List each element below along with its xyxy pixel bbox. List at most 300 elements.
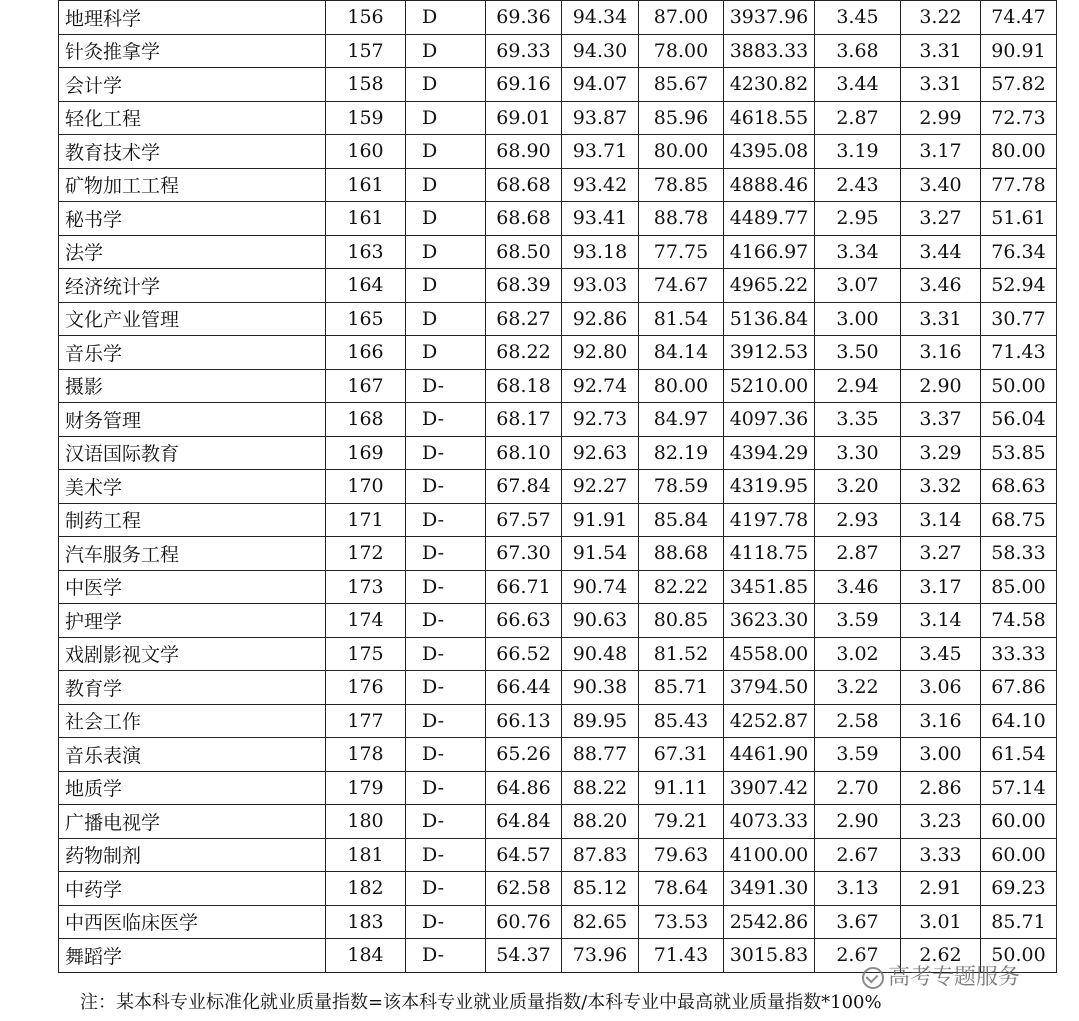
table-row [59, 470, 1057, 504]
standardized-score-cell: 88.22 [562, 771, 639, 805]
score-cell: 68.39 [486, 269, 562, 303]
score-cell: 68.90 [486, 135, 562, 169]
table-row [59, 570, 1057, 604]
salary-cell: 4489.77 [724, 202, 815, 236]
satisfaction-b-cell: 3.31 [901, 302, 981, 336]
satisfaction-a-cell: 2.67 [815, 838, 901, 872]
employment-rate-cell: 80.85 [639, 604, 724, 638]
rank-cell: 178 [326, 738, 406, 772]
standardized-score-cell: 92.74 [562, 369, 639, 403]
major-name-cell: 教育学 [59, 671, 326, 705]
grade-cell: D- [406, 872, 486, 906]
rank-cell: 174 [326, 604, 406, 638]
rank-cell: 156 [326, 1, 406, 35]
standardized-score-cell: 82.65 [562, 905, 639, 939]
major-name-cell: 舞蹈学 [59, 939, 326, 973]
employment-rate-cell: 85.43 [639, 704, 724, 738]
salary-cell: 4461.90 [724, 738, 815, 772]
employment-rate-cell: 85.96 [639, 101, 724, 135]
salary-cell: 4230.82 [724, 68, 815, 102]
match-rate-cell: 57.14 [981, 771, 1057, 805]
satisfaction-b-cell: 3.01 [901, 905, 981, 939]
match-rate-cell: 56.04 [981, 403, 1057, 437]
salary-cell: 3491.30 [724, 872, 815, 906]
salary-cell: 4166.97 [724, 235, 815, 269]
satisfaction-b-cell: 3.45 [901, 637, 981, 671]
rank-cell: 167 [326, 369, 406, 403]
standardized-score-cell: 88.20 [562, 805, 639, 839]
satisfaction-b-cell: 3.31 [901, 34, 981, 68]
grade-cell: D- [406, 503, 486, 537]
major-name-cell: 法学 [59, 235, 326, 269]
table-row [59, 34, 1057, 68]
satisfaction-b-cell: 3.46 [901, 269, 981, 303]
match-rate-cell: 77.78 [981, 168, 1057, 202]
match-rate-cell: 52.94 [981, 269, 1057, 303]
match-rate-cell: 85.71 [981, 905, 1057, 939]
match-rate-cell: 50.00 [981, 369, 1057, 403]
satisfaction-a-cell: 2.70 [815, 771, 901, 805]
score-cell: 66.63 [486, 604, 562, 638]
score-cell: 66.13 [486, 704, 562, 738]
standardized-score-cell: 90.63 [562, 604, 639, 638]
employment-rate-cell: 85.71 [639, 671, 724, 705]
standardized-score-cell: 73.96 [562, 939, 639, 973]
match-rate-cell: 67.86 [981, 671, 1057, 705]
table-row [59, 336, 1057, 370]
table-row [59, 771, 1057, 805]
employment-rate-cell: 79.21 [639, 805, 724, 839]
table-row [59, 537, 1057, 571]
rank-cell: 159 [326, 101, 406, 135]
table-row [59, 671, 1057, 705]
major-name-cell: 中医学 [59, 570, 326, 604]
rank-cell: 168 [326, 403, 406, 437]
standardized-score-cell: 91.54 [562, 537, 639, 571]
grade-cell: D- [406, 637, 486, 671]
grade-cell: D [406, 34, 486, 68]
satisfaction-a-cell: 3.22 [815, 671, 901, 705]
satisfaction-a-cell: 3.50 [815, 336, 901, 370]
rank-cell: 166 [326, 336, 406, 370]
table-row [59, 637, 1057, 671]
score-cell: 68.50 [486, 235, 562, 269]
satisfaction-b-cell: 3.44 [901, 235, 981, 269]
table-row [59, 302, 1057, 336]
satisfaction-a-cell: 2.58 [815, 704, 901, 738]
employment-rate-cell: 67.31 [639, 738, 724, 772]
major-name-cell: 经济统计学 [59, 269, 326, 303]
grade-cell: D [406, 168, 486, 202]
standardized-score-cell: 94.30 [562, 34, 639, 68]
table-row [59, 235, 1057, 269]
satisfaction-a-cell: 3.46 [815, 570, 901, 604]
score-cell: 66.52 [486, 637, 562, 671]
salary-cell: 4888.46 [724, 168, 815, 202]
table-row [59, 168, 1057, 202]
table-row [59, 838, 1057, 872]
rank-cell: 165 [326, 302, 406, 336]
score-cell: 54.37 [486, 939, 562, 973]
grade-cell: D- [406, 771, 486, 805]
rank-cell: 169 [326, 436, 406, 470]
grade-cell: D [406, 202, 486, 236]
major-name-cell: 秘书学 [59, 202, 326, 236]
standardized-score-cell: 93.41 [562, 202, 639, 236]
score-cell: 69.33 [486, 34, 562, 68]
rank-cell: 158 [326, 68, 406, 102]
major-name-cell: 美术学 [59, 470, 326, 504]
satisfaction-b-cell: 2.62 [901, 939, 981, 973]
satisfaction-b-cell: 3.27 [901, 537, 981, 571]
salary-cell: 4197.78 [724, 503, 815, 537]
rank-cell: 179 [326, 771, 406, 805]
salary-cell: 4394.29 [724, 436, 815, 470]
standardized-score-cell: 92.73 [562, 403, 639, 437]
satisfaction-a-cell: 2.87 [815, 537, 901, 571]
satisfaction-b-cell: 3.16 [901, 704, 981, 738]
score-cell: 67.84 [486, 470, 562, 504]
salary-cell: 4073.33 [724, 805, 815, 839]
major-name-cell: 广播电视学 [59, 805, 326, 839]
satisfaction-b-cell: 2.99 [901, 101, 981, 135]
employment-rate-cell: 85.67 [639, 68, 724, 102]
satisfaction-a-cell: 3.13 [815, 872, 901, 906]
major-name-cell: 音乐学 [59, 336, 326, 370]
score-cell: 66.71 [486, 570, 562, 604]
standardized-score-cell: 93.03 [562, 269, 639, 303]
match-rate-cell: 74.58 [981, 604, 1057, 638]
satisfaction-a-cell: 2.95 [815, 202, 901, 236]
score-cell: 69.01 [486, 101, 562, 135]
grade-cell: D- [406, 905, 486, 939]
employment-rate-cell: 71.43 [639, 939, 724, 973]
satisfaction-b-cell: 3.14 [901, 503, 981, 537]
satisfaction-a-cell: 3.35 [815, 403, 901, 437]
score-cell: 68.18 [486, 369, 562, 403]
grade-cell: D- [406, 671, 486, 705]
score-cell: 69.16 [486, 68, 562, 102]
satisfaction-a-cell: 2.90 [815, 805, 901, 839]
table-row [59, 872, 1057, 906]
score-cell: 67.30 [486, 537, 562, 571]
satisfaction-a-cell: 3.30 [815, 436, 901, 470]
salary-cell: 4618.55 [724, 101, 815, 135]
match-rate-cell: 80.00 [981, 135, 1057, 169]
score-cell: 62.58 [486, 872, 562, 906]
grade-cell: D- [406, 604, 486, 638]
standardized-score-cell: 92.63 [562, 436, 639, 470]
table-row [59, 68, 1057, 102]
ranking-table [58, 0, 1057, 973]
match-rate-cell: 69.23 [981, 872, 1057, 906]
grade-cell: D [406, 302, 486, 336]
employment-rate-cell: 80.00 [639, 369, 724, 403]
major-name-cell: 财务管理 [59, 403, 326, 437]
satisfaction-a-cell: 2.43 [815, 168, 901, 202]
wechat-icon [862, 967, 884, 989]
standardized-score-cell: 91.91 [562, 503, 639, 537]
salary-cell: 3883.33 [724, 34, 815, 68]
major-name-cell: 中药学 [59, 872, 326, 906]
score-cell: 64.57 [486, 838, 562, 872]
standardized-score-cell: 93.42 [562, 168, 639, 202]
grade-cell: D- [406, 704, 486, 738]
satisfaction-a-cell: 2.87 [815, 101, 901, 135]
score-cell: 67.57 [486, 503, 562, 537]
satisfaction-b-cell: 3.32 [901, 470, 981, 504]
standardized-score-cell: 90.38 [562, 671, 639, 705]
employment-rate-cell: 82.19 [639, 436, 724, 470]
employment-rate-cell: 91.11 [639, 771, 724, 805]
major-name-cell: 汽车服务工程 [59, 537, 326, 571]
match-rate-cell: 61.54 [981, 738, 1057, 772]
satisfaction-b-cell: 3.31 [901, 68, 981, 102]
satisfaction-b-cell: 3.16 [901, 336, 981, 370]
grade-cell: D- [406, 537, 486, 571]
standardized-score-cell: 87.83 [562, 838, 639, 872]
score-cell: 64.86 [486, 771, 562, 805]
score-cell: 68.10 [486, 436, 562, 470]
rank-cell: 175 [326, 637, 406, 671]
grade-cell: D [406, 235, 486, 269]
table-row [59, 1, 1057, 35]
salary-cell: 4100.00 [724, 838, 815, 872]
satisfaction-b-cell: 3.33 [901, 838, 981, 872]
standardized-score-cell: 93.87 [562, 101, 639, 135]
employment-rate-cell: 84.97 [639, 403, 724, 437]
employment-rate-cell: 88.78 [639, 202, 724, 236]
satisfaction-b-cell: 3.40 [901, 168, 981, 202]
salary-cell: 4319.95 [724, 470, 815, 504]
satisfaction-a-cell: 2.67 [815, 939, 901, 973]
score-cell: 60.76 [486, 905, 562, 939]
standardized-score-cell: 94.07 [562, 68, 639, 102]
salary-cell: 3794.50 [724, 671, 815, 705]
salary-cell: 3912.53 [724, 336, 815, 370]
satisfaction-a-cell: 3.07 [815, 269, 901, 303]
salary-cell: 4097.36 [724, 403, 815, 437]
rank-cell: 157 [326, 34, 406, 68]
satisfaction-a-cell: 3.45 [815, 1, 901, 35]
rank-cell: 176 [326, 671, 406, 705]
grade-cell: D- [406, 369, 486, 403]
satisfaction-a-cell: 3.67 [815, 905, 901, 939]
rank-cell: 163 [326, 235, 406, 269]
match-rate-cell: 90.91 [981, 34, 1057, 68]
rank-cell: 170 [326, 470, 406, 504]
salary-cell: 3451.85 [724, 570, 815, 604]
match-rate-cell: 53.85 [981, 436, 1057, 470]
standardized-score-cell: 94.34 [562, 1, 639, 35]
major-name-cell: 药物制剂 [59, 838, 326, 872]
score-cell: 65.26 [486, 738, 562, 772]
score-cell: 64.84 [486, 805, 562, 839]
grade-cell: D [406, 1, 486, 35]
rank-cell: 161 [326, 168, 406, 202]
employment-rate-cell: 81.54 [639, 302, 724, 336]
table-row [59, 704, 1057, 738]
salary-cell: 3623.30 [724, 604, 815, 638]
grade-cell: D [406, 101, 486, 135]
major-name-cell: 戏剧影视文学 [59, 637, 326, 671]
satisfaction-a-cell: 3.59 [815, 604, 901, 638]
match-rate-cell: 72.73 [981, 101, 1057, 135]
employment-rate-cell: 81.52 [639, 637, 724, 671]
standardized-score-cell: 89.95 [562, 704, 639, 738]
major-name-cell: 教育技术学 [59, 135, 326, 169]
salary-cell: 3937.96 [724, 1, 815, 35]
match-rate-cell: 58.33 [981, 537, 1057, 571]
major-name-cell: 矿物加工工程 [59, 168, 326, 202]
major-name-cell: 护理学 [59, 604, 326, 638]
score-cell: 66.44 [486, 671, 562, 705]
table-body [59, 1, 1057, 973]
satisfaction-a-cell: 3.68 [815, 34, 901, 68]
rank-cell: 172 [326, 537, 406, 571]
standardized-score-cell: 92.27 [562, 470, 639, 504]
satisfaction-b-cell: 3.37 [901, 403, 981, 437]
satisfaction-a-cell: 3.00 [815, 302, 901, 336]
table-row [59, 369, 1057, 403]
table-row [59, 604, 1057, 638]
score-cell: 68.68 [486, 168, 562, 202]
score-cell: 69.36 [486, 1, 562, 35]
match-rate-cell: 57.82 [981, 68, 1057, 102]
satisfaction-a-cell: 2.94 [815, 369, 901, 403]
table-row [59, 202, 1057, 236]
employment-rate-cell: 74.67 [639, 269, 724, 303]
satisfaction-b-cell: 2.91 [901, 872, 981, 906]
match-rate-cell: 50.00 [981, 939, 1057, 973]
table-row [59, 738, 1057, 772]
rank-cell: 184 [326, 939, 406, 973]
rank-cell: 182 [326, 872, 406, 906]
employment-rate-cell: 79.63 [639, 838, 724, 872]
grade-cell: D [406, 336, 486, 370]
satisfaction-b-cell: 3.23 [901, 805, 981, 839]
major-name-cell: 摄影 [59, 369, 326, 403]
employment-rate-cell: 78.85 [639, 168, 724, 202]
salary-cell: 3907.42 [724, 771, 815, 805]
grade-cell: D [406, 269, 486, 303]
satisfaction-b-cell: 3.17 [901, 135, 981, 169]
rank-cell: 173 [326, 570, 406, 604]
salary-cell: 5136.84 [724, 302, 815, 336]
match-rate-cell: 51.61 [981, 202, 1057, 236]
rank-cell: 183 [326, 905, 406, 939]
employment-rate-cell: 73.53 [639, 905, 724, 939]
grade-cell: D- [406, 805, 486, 839]
satisfaction-b-cell: 2.86 [901, 771, 981, 805]
major-name-cell: 会计学 [59, 68, 326, 102]
match-rate-cell: 85.00 [981, 570, 1057, 604]
standardized-score-cell: 85.12 [562, 872, 639, 906]
satisfaction-a-cell: 2.93 [815, 503, 901, 537]
satisfaction-b-cell: 3.17 [901, 570, 981, 604]
major-name-cell: 中西医临床医学 [59, 905, 326, 939]
standardized-score-cell: 92.80 [562, 336, 639, 370]
match-rate-cell: 71.43 [981, 336, 1057, 370]
employment-rate-cell: 88.68 [639, 537, 724, 571]
match-rate-cell: 74.47 [981, 1, 1057, 35]
match-rate-cell: 64.10 [981, 704, 1057, 738]
match-rate-cell: 30.77 [981, 302, 1057, 336]
table-row [59, 805, 1057, 839]
rank-cell: 161 [326, 202, 406, 236]
satisfaction-b-cell: 2.90 [901, 369, 981, 403]
table-row [59, 269, 1057, 303]
table-row [59, 403, 1057, 437]
watermark-text: 高考专题服务 [888, 965, 1021, 990]
salary-cell: 4118.75 [724, 537, 815, 571]
satisfaction-a-cell: 3.20 [815, 470, 901, 504]
grade-cell: D- [406, 939, 486, 973]
rank-cell: 177 [326, 704, 406, 738]
match-rate-cell: 60.00 [981, 805, 1057, 839]
match-rate-cell: 76.34 [981, 235, 1057, 269]
table-row [59, 905, 1057, 939]
score-cell: 68.22 [486, 336, 562, 370]
rank-cell: 180 [326, 805, 406, 839]
footnote: 注：某本科专业标准化就业质量指数=该本科专业就业质量指数/本科专业中最高就业质量指数*100% [80, 992, 882, 1013]
rank-cell: 181 [326, 838, 406, 872]
table-row [59, 503, 1057, 537]
standardized-score-cell: 90.74 [562, 570, 639, 604]
standardized-score-cell: 93.18 [562, 235, 639, 269]
standardized-score-cell: 92.86 [562, 302, 639, 336]
satisfaction-b-cell: 3.00 [901, 738, 981, 772]
major-name-cell: 音乐表演 [59, 738, 326, 772]
table-row [59, 101, 1057, 135]
table-row [59, 436, 1057, 470]
rank-cell: 164 [326, 269, 406, 303]
salary-cell: 4252.87 [724, 704, 815, 738]
employment-rate-cell: 80.00 [639, 135, 724, 169]
salary-cell: 4965.22 [724, 269, 815, 303]
match-rate-cell: 33.33 [981, 637, 1057, 671]
grade-cell: D- [406, 738, 486, 772]
salary-cell: 4558.00 [724, 637, 815, 671]
employment-rate-cell: 78.59 [639, 470, 724, 504]
employment-rate-cell: 78.64 [639, 872, 724, 906]
major-name-cell: 文化产业管理 [59, 302, 326, 336]
satisfaction-b-cell: 3.22 [901, 1, 981, 35]
salary-cell: 5210.00 [724, 369, 815, 403]
major-name-cell: 制药工程 [59, 503, 326, 537]
employment-rate-cell: 78.00 [639, 34, 724, 68]
satisfaction-a-cell: 3.02 [815, 637, 901, 671]
score-cell: 68.68 [486, 202, 562, 236]
satisfaction-b-cell: 3.14 [901, 604, 981, 638]
major-name-cell: 地质学 [59, 771, 326, 805]
satisfaction-b-cell: 3.06 [901, 671, 981, 705]
satisfaction-a-cell: 3.44 [815, 68, 901, 102]
satisfaction-b-cell: 3.27 [901, 202, 981, 236]
employment-rate-cell: 82.22 [639, 570, 724, 604]
standardized-score-cell: 88.77 [562, 738, 639, 772]
employment-rate-cell: 77.75 [639, 235, 724, 269]
major-name-cell: 社会工作 [59, 704, 326, 738]
employment-rate-cell: 85.84 [639, 503, 724, 537]
salary-cell: 2542.86 [724, 905, 815, 939]
standardized-score-cell: 90.48 [562, 637, 639, 671]
major-name-cell: 地理科学 [59, 1, 326, 35]
grade-cell: D [406, 135, 486, 169]
match-rate-cell: 68.63 [981, 470, 1057, 504]
watermark [862, 960, 1020, 991]
satisfaction-a-cell: 3.59 [815, 738, 901, 772]
